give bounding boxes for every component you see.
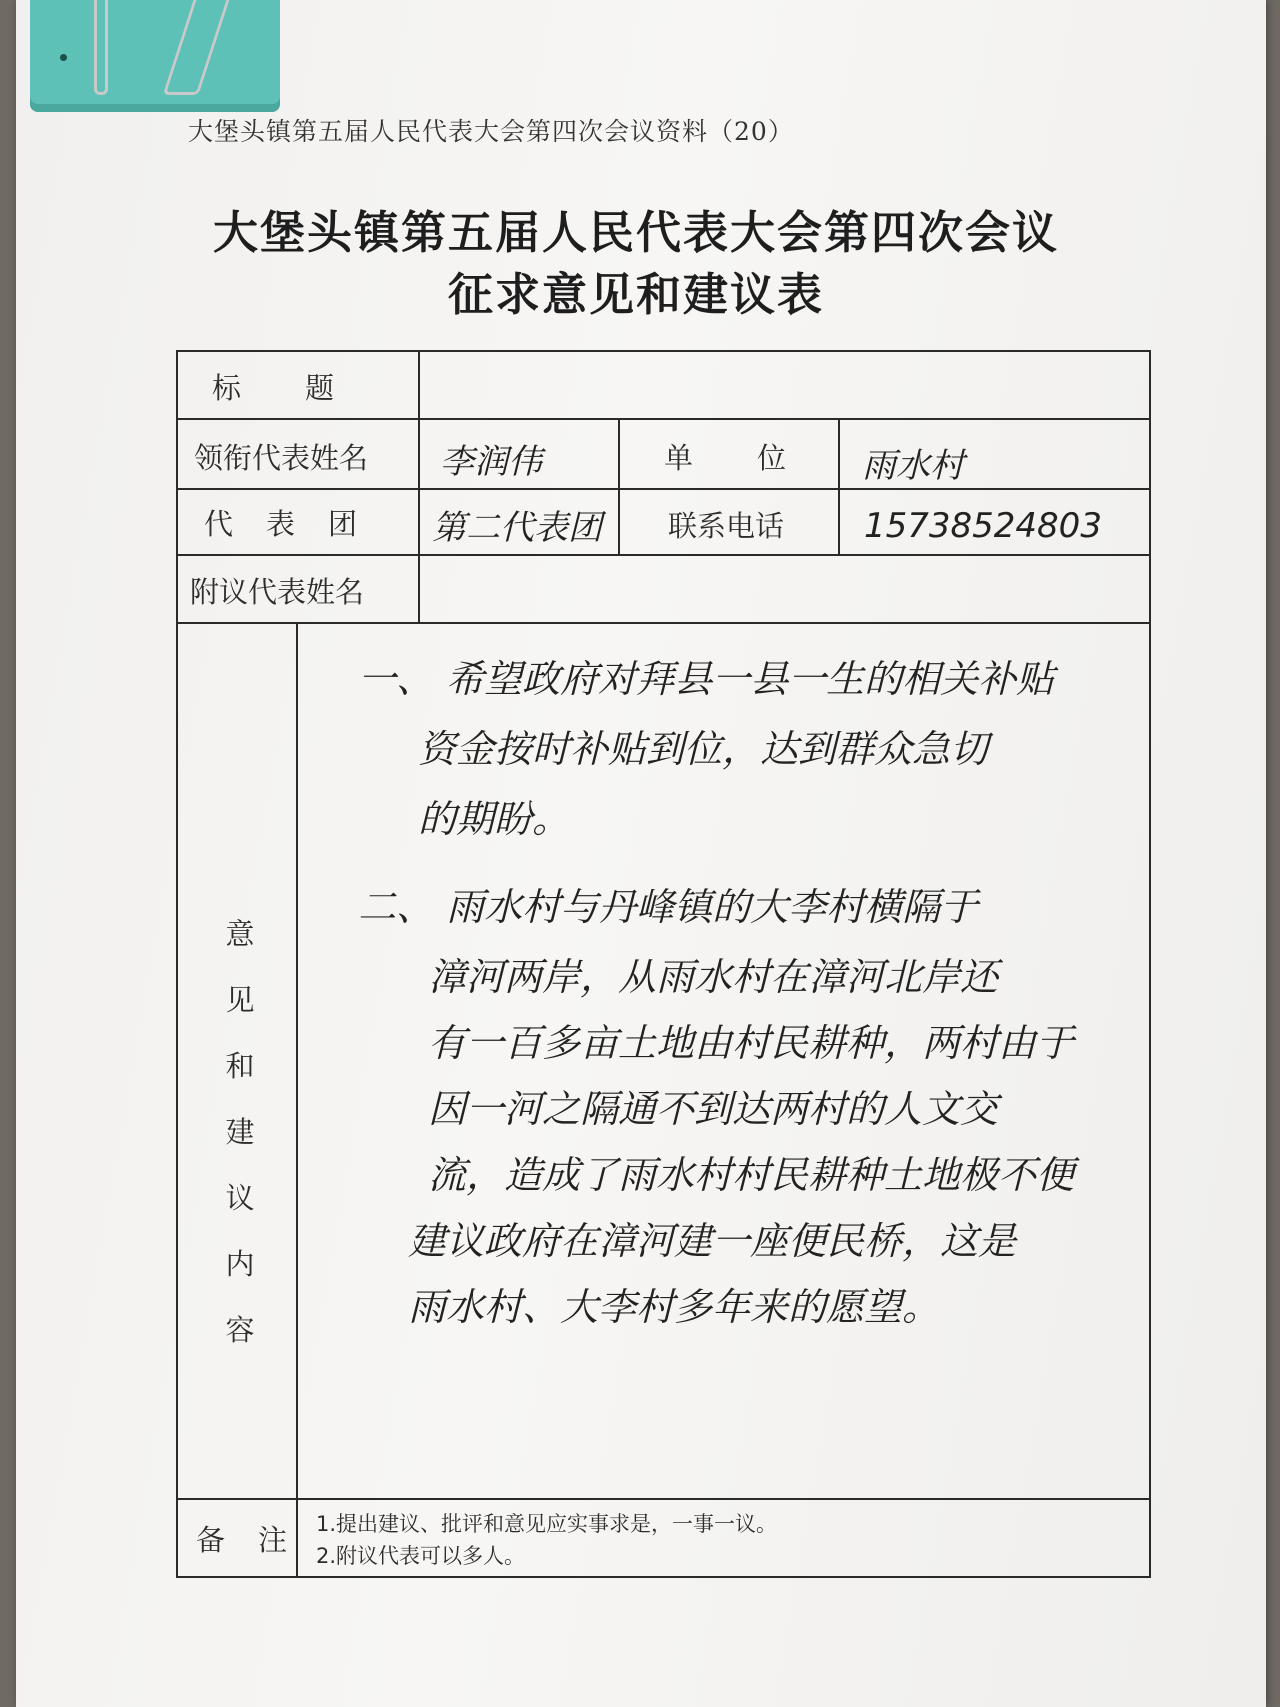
row-divider — [178, 418, 1149, 420]
content-label — [220, 912, 260, 1374]
clip-wire-right — [163, 0, 230, 95]
content-line: 资金按时补贴到位，达到群众急切 — [418, 727, 989, 771]
document-header: 大堡头镇第五届人民代表大会第四次会议资料（20） — [188, 117, 794, 146]
content-line: 漳河两岸，从雨水村在漳河北岸还 — [428, 955, 999, 999]
content-line: 一、 希望政府对拜县一县一生的相关补贴 — [358, 657, 1055, 701]
delegation-value: 第二代表团 — [432, 508, 602, 548]
lead-name-label: 领衔代表姓名 — [194, 441, 369, 475]
delegation-label: 代 表 团 — [204, 507, 360, 541]
content-line: 二、 雨水村与丹峰镇的大李村横隔于 — [358, 885, 979, 929]
co-names-label: 附议代表姓名 — [190, 575, 365, 609]
suggestion-form-table — [176, 350, 1151, 1578]
row-divider — [178, 554, 1149, 556]
unit-value: 雨水村 — [862, 446, 964, 486]
remark-item: 2.附议代表可以多人。 — [316, 1544, 526, 1568]
content-label-char: 议 — [225, 1181, 255, 1215]
content-label-char: 见 — [225, 983, 255, 1017]
clip-wire-left — [94, 0, 108, 95]
binder-clip — [30, 0, 280, 112]
lead-name-value: 李润伟 — [440, 442, 542, 482]
content-line: 流，造成了雨水村村民耕种土地极不便 — [428, 1153, 1075, 1197]
content-line: 雨水村、大李村多年来的愿望。 — [408, 1285, 941, 1329]
paper-sheet — [16, 0, 1266, 1707]
content-line: 建议政府在漳河建一座便民桥，这是 — [408, 1219, 1017, 1263]
content-label-char: 建 — [225, 1115, 255, 1149]
phone-label: 联系电话 — [668, 509, 785, 543]
row-divider — [178, 622, 1149, 624]
content-line: 有一百多亩土地由村民耕种，两村由于 — [428, 1021, 1075, 1065]
remark-item: 1.提出建议、批评和意见应实事求是，一事一议。 — [316, 1512, 778, 1536]
content-label-char: 内 — [225, 1247, 255, 1281]
content-label-char: 容 — [225, 1313, 255, 1347]
row-divider — [178, 1498, 1149, 1500]
content-label-char: 和 — [225, 1049, 255, 1083]
title-label: 标 题 — [212, 371, 337, 405]
remarks-label: 备 注 — [196, 1523, 290, 1557]
clip-rivet — [60, 54, 67, 61]
col-divider — [618, 418, 620, 554]
content-line: 的期盼。 — [418, 797, 571, 841]
form-title-line2: 征求意见和建议表 — [447, 268, 824, 321]
content-label-char: 意 — [225, 917, 255, 951]
phone-value: 15738524803 — [864, 506, 1102, 546]
col-divider — [296, 622, 298, 1576]
row-divider — [178, 488, 1149, 490]
content-line: 因一河之隔通不到达两村的人文交 — [428, 1087, 999, 1131]
form-title-line1: 大堡头镇第五届人民代表大会第四次会议 — [212, 206, 1059, 259]
col-divider — [838, 418, 840, 554]
unit-label: 单 位 — [664, 441, 789, 475]
col-divider — [418, 352, 420, 622]
